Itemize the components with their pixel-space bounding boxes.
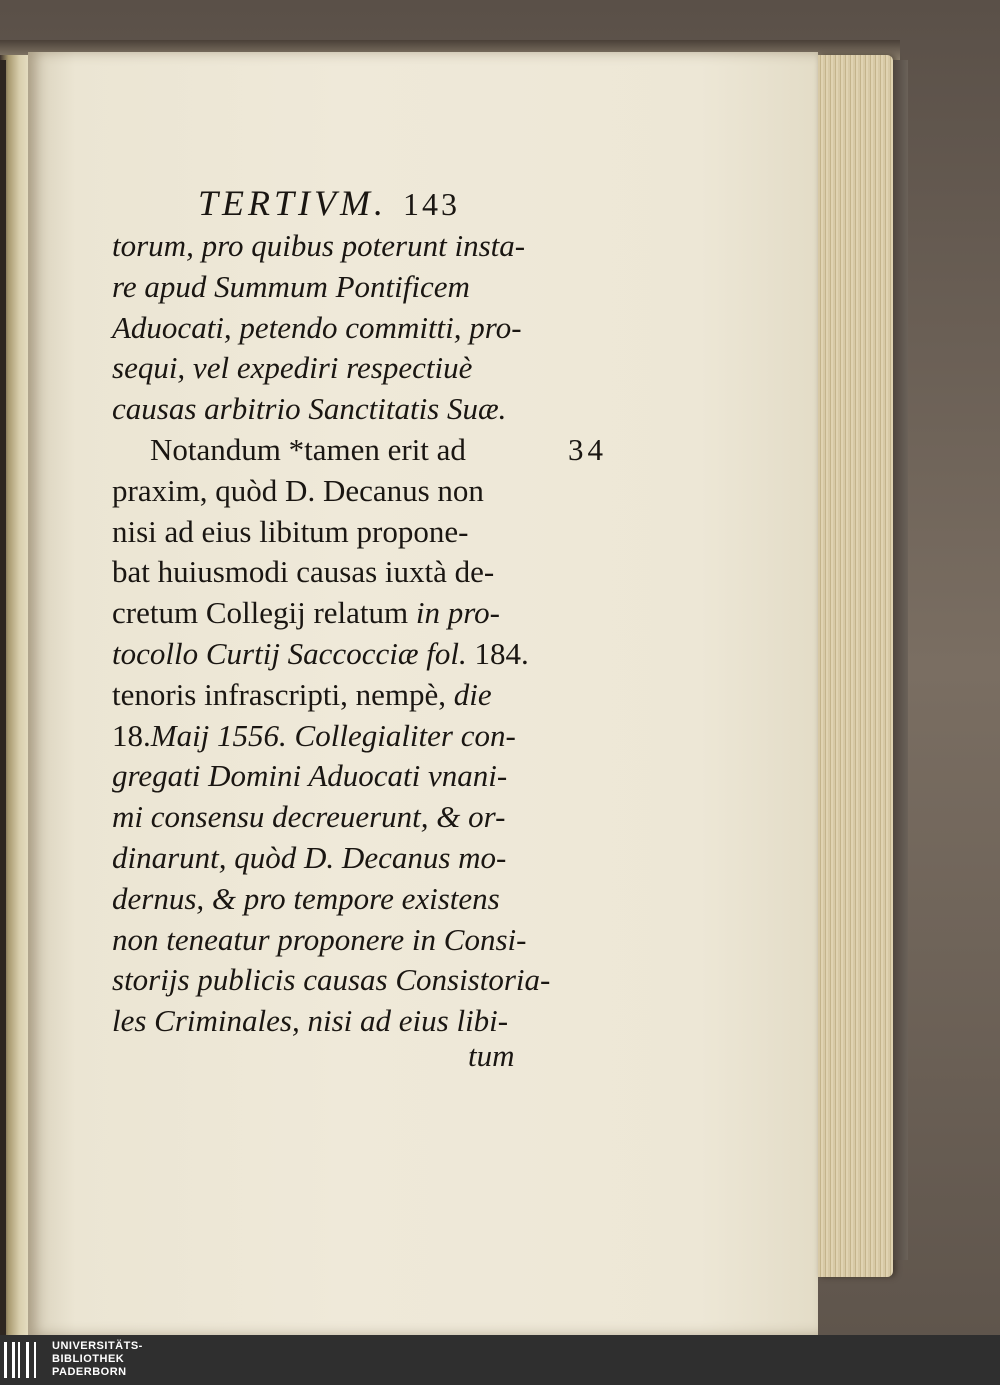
text-line-main: tocollo Curtij Saccocciæ fol. xyxy=(112,636,467,671)
logo-line-3: PADERBORN xyxy=(52,1366,127,1378)
text-line-main: nisi ad eius libitum propone- xyxy=(112,513,469,549)
text-line-main: gregati Domini Aduocati vnani- xyxy=(112,758,508,794)
book-spine-shadow xyxy=(0,60,6,1335)
text-line xyxy=(112,840,506,876)
margin-note-number: 34 xyxy=(568,432,607,467)
logo-line-2: BIBLIOTHEK xyxy=(52,1353,125,1365)
text-line xyxy=(112,514,468,550)
text-line xyxy=(112,228,525,264)
text-line-main: torum, pro quibus poterunt insta- xyxy=(112,228,526,263)
library-logo-text xyxy=(52,1340,143,1379)
text-line xyxy=(112,758,507,794)
library-logo-icon xyxy=(4,1342,44,1378)
text-line-main: dernus, & pro tempore existens xyxy=(112,880,500,916)
text-line-main: re apud Summum Pontificem xyxy=(112,268,470,304)
text-line-main: sequi, vel expediri respectiuè xyxy=(112,350,473,386)
logo-line-1: UNIVERSITÄTS- xyxy=(52,1340,143,1352)
text-line xyxy=(112,922,526,958)
text-line xyxy=(112,391,506,427)
text-line-main: praxim, quòd D. Decanus non xyxy=(112,472,484,508)
text-line-main: Notandum *tamen erit ad xyxy=(150,432,466,467)
text-line-main: cretum Collegij relatum xyxy=(112,595,409,631)
text-line xyxy=(112,350,472,386)
footer-bar xyxy=(0,1335,1000,1385)
text-line-main: mi consensu decreuerunt, & or- xyxy=(112,799,506,835)
text-line-main: bat huiusmodi causas iuxtà de- xyxy=(112,554,495,590)
text-line xyxy=(112,799,505,835)
text-line xyxy=(112,1003,508,1039)
text-line-main: Aduocati, petendo committi, pro- xyxy=(112,309,522,345)
page-number: 143 xyxy=(403,186,460,222)
text-line xyxy=(112,718,516,754)
text-line-main: tenoris infrascripti, nempè, xyxy=(112,676,447,712)
text-line-main: les Criminales, nisi ad eius libi- xyxy=(112,1003,509,1039)
running-head xyxy=(198,182,460,224)
running-head-title: TERTIVM. xyxy=(198,183,387,223)
text-line-main: 18. xyxy=(112,717,151,753)
text-line-tail: die xyxy=(446,676,492,712)
text-line-main: storijs publicis causas Consistoria- xyxy=(112,962,551,998)
text-line-main: causas arbitrio Sanctitatis Suæ. xyxy=(112,391,507,427)
text-line xyxy=(112,881,500,917)
text-line xyxy=(150,432,466,468)
text-line-tail: in pro- xyxy=(408,595,500,631)
text-line xyxy=(112,473,484,509)
text-line xyxy=(112,554,494,590)
stack-shadow xyxy=(893,60,908,1260)
text-line xyxy=(112,310,522,346)
text-line-tail: Maij 1556. Collegialiter con- xyxy=(150,717,516,753)
text-line-tail: 184. xyxy=(466,636,529,671)
catchword: tum xyxy=(468,1038,515,1073)
text-line xyxy=(112,677,492,713)
text-line xyxy=(112,269,470,305)
text-line xyxy=(112,595,500,631)
page-stack-edge xyxy=(818,55,893,1277)
text-line xyxy=(112,636,529,672)
text-line-main: dinarunt, quòd D. Decanus mo- xyxy=(112,840,507,875)
text-line xyxy=(112,962,550,998)
text-line-main: non teneatur proponere in Consi- xyxy=(112,921,527,957)
